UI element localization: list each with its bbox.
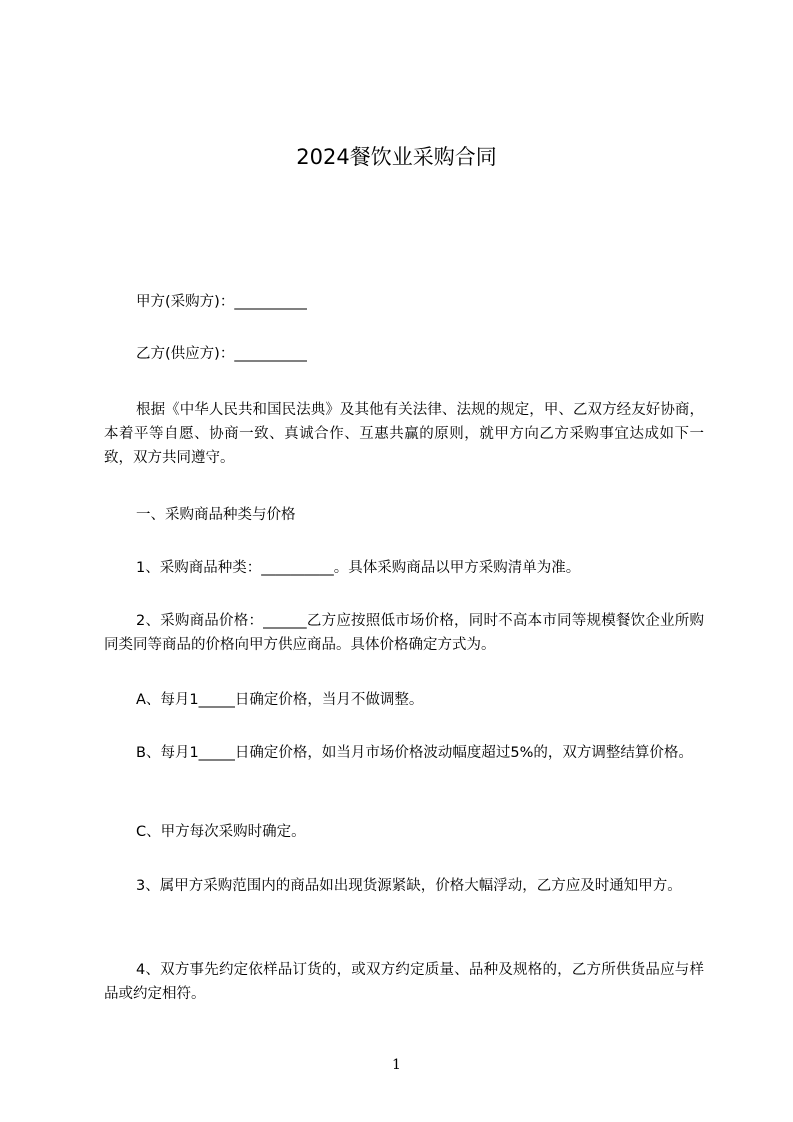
clause-4-paragraph: 4、双方事先约定依样品订货的，或双方约定质量、品种及规格的，乙方所供货品应与样品或约定相符。 [104, 962, 704, 1002]
option-c-paragraph: C、甲方每次采购时确定。 [136, 824, 306, 840]
document-title: 2024餐饮业采购合同 [296, 145, 497, 169]
preamble-paragraph: 根据《中华人民共和国民法典》及其他有关法律、法规的规定，甲、乙双方经友好协商，本着平等自愿、协商一致、真诚合作、互惠共赢的原则，就甲方向乙方采购事宜达成如下一致，双方共同遵守。 [104, 402, 704, 466]
page-number: 1 [392, 1057, 401, 1073]
option-b-paragraph: B、每月1_____日确定价格，如当月市场价格波动幅度超过5%的，双方调整结算价格。 [136, 745, 693, 761]
clause-3-paragraph: 3、属甲方采购范围内的商品如出现货源紧缺，价格大幅浮动，乙方应及时通知甲方。 [136, 878, 682, 894]
clause-2-paragraph: 2、采购商品价格：______乙方应按照低市场价格，同时不高本市同等规模餐饮企业所购同类同等商品的价格向甲方供应商品。具体价格确定方式为。 [104, 613, 704, 653]
clause-1-paragraph: 1、采购商品种类：__________。具体采购商品以甲方采购清单为准。 [136, 560, 581, 576]
party-a-line: 甲方(采购方)：__________ [136, 294, 307, 310]
option-a-paragraph: A、每月1_____日确定价格，当月不做调整。 [136, 692, 424, 708]
party-b-line: 乙方(供应方)：__________ [136, 346, 307, 362]
section-1-heading: 一、采购商品种类与价格 [136, 507, 296, 523]
